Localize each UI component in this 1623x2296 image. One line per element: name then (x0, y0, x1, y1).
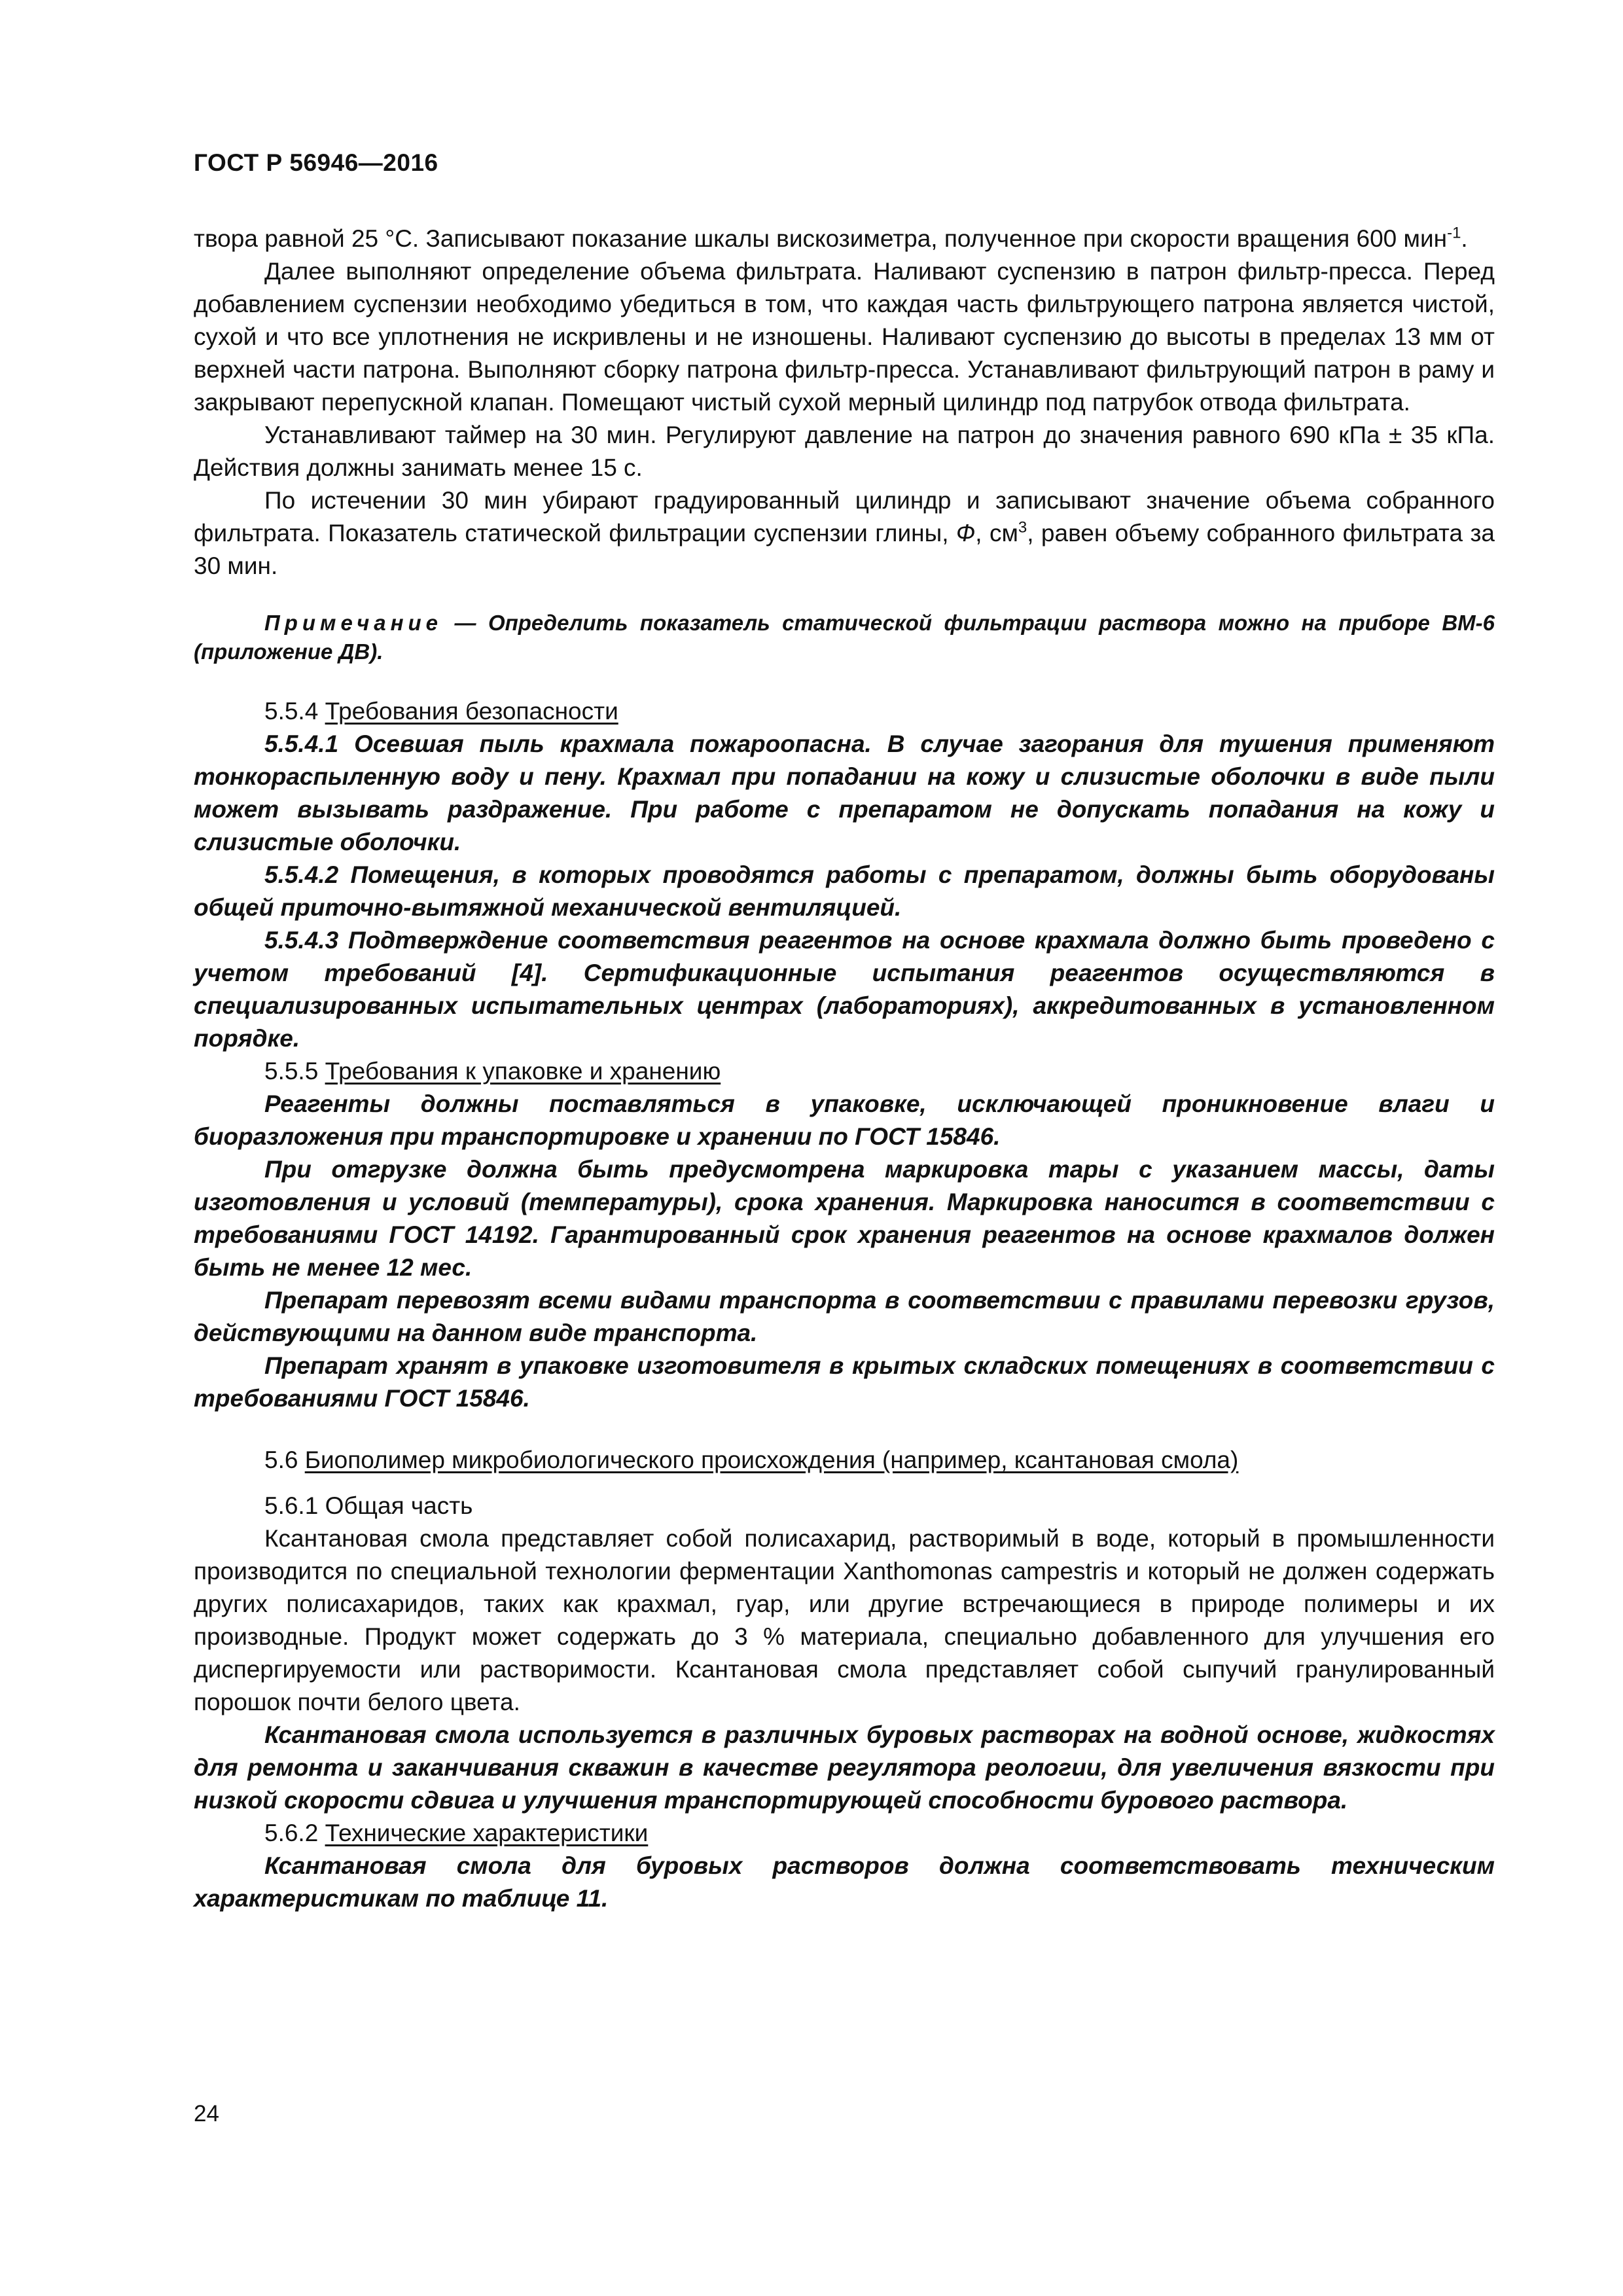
document-body (194, 223, 1495, 1915)
note-label: Примечание (264, 611, 443, 635)
note-paragraph (194, 609, 1495, 666)
paragraph-text: твора равной 25 °С. Записывают показание шкалы вискозиметра, полученное при скорости вращения 600 мин (194, 225, 1448, 252)
paragraph-technical-requirements: Ксантановая смола для буровых растворов должна соответствовать техническим характеристикам по таблице 11. (194, 1852, 1495, 1912)
paragraph-packaging: Реагенты должны поставляться в упаковке, исключающей проникновение влаги и биоразложения при транспортировке и хранении по ГОСТ 15846. (194, 1090, 1495, 1150)
paragraph-xanthan-usage: Ксантановая смола используется в различных буровых растворах на водной основе, жидкостях для ремонта и заканчивания скважин в качестве регулятора реологии, для увеличения вязкости при низкой скорости сдвига и улучшения транспортирующей способности бурового раствора. (194, 1721, 1495, 1814)
section-number: 5.6.2 (264, 1820, 325, 1846)
section-title: Технические характеристики (325, 1820, 649, 1846)
superscript: 3 (1018, 518, 1027, 537)
superscript: -1 (1447, 224, 1461, 242)
paragraph-5-5-4-3: 5.5.4.3 Подтверждение соответствия реагентов на основе крахмала должно быть проведено с учетом требований [4]. Сертификационные испытания реагентов осуществляются в специализированных испытательных центрах (лабораториях), аккредитованных в установленном порядке. (194, 927, 1495, 1052)
symbol-phi: Ф (955, 520, 976, 547)
paragraph-text: По истечении 30 мин убирают градуированный цилиндр и записывают значение объема собранного фильтрата. Показатель статической фильтрации суспензии глины, (194, 487, 1495, 547)
paragraph-viscometer (194, 223, 1495, 255)
section-title: Требования безопасности (325, 698, 618, 725)
note-text: — Определить показатель статической фильтрации раствора можно на приборе ВМ-6 (приложение ДВ). (194, 611, 1495, 664)
paragraph-5-5-4-1: 5.5.4.1 Осевшая пыль крахмала пожароопасна. В случае загорания для тушения применяют тонкораспыленную воду и пену. Крахмал при попадании на кожу и слизистые оболочки в виде пыли может вызывать раздражение. При работе с препаратом не допускать попадания на кожу и слизистые оболочки. (194, 730, 1495, 855)
paragraph-marking: При отгрузке должна быть предусмотрена маркировка тары с указанием массы, даты изготовления и условий (температуры), срока хранения. Маркировка наносится в соответствии с требованиями ГОСТ 14192. Гарантированный срок хранения реагентов на основе крахмалов должен быть не менее 12 мес. (194, 1156, 1495, 1281)
paragraph-5-5-4-2: 5.5.4.2 Помещения, в которых проводятся работы с препаратом, должны быть оборудованы общей приточно-вытяжной механической вентиляцией. (194, 861, 1495, 921)
section-heading-5-5-4 (194, 695, 1495, 728)
section-title: Требования к упаковке и хранению (325, 1058, 721, 1085)
paragraph-timer: Устанавливают таймер на 30 мин. Регулируют давление на патрон до значения равного 690 кПа ± 35 кПа. Действия должны занимать менее 15 с. (194, 422, 1495, 481)
section-number: 5.6 (264, 1446, 305, 1473)
section-heading-5-6 (194, 1444, 1495, 1477)
paragraph-filtrate-volume: Далее выполняют определение объема фильтрата. Наливают суспензию в патрон фильтр-пресса. Перед добавлением суспензии необходимо убедиться в том, что каждая часть фильтрующего патрона является чистой, сухой и что все уплотнения не искривлены и не изношены. Наливают суспензию до высоты в пределах 13 мм от верхней части патрона. Выполняют сборку патрона фильтр-пресса. Устанавливают фильтрующий патрон в раму и закрывают перепускной клапан. Помещают чистый сухой мерный цилиндр под патрубок отвода фильтрата. (194, 258, 1495, 416)
page-number: 24 (194, 2101, 219, 2126)
section-heading-5-6-2 (194, 1817, 1495, 1850)
section-heading-5-5-5 (194, 1055, 1495, 1088)
section-number: 5.5.5 (264, 1058, 325, 1085)
paragraph-tail: . (1461, 225, 1468, 252)
paragraph-static-filtration (194, 484, 1495, 583)
unit-text: , см (975, 520, 1018, 547)
paragraph-tail: , равен объему собранного фильтрата за 30 мин. (194, 520, 1495, 579)
section-number: 5.5.4 (264, 698, 325, 725)
paragraph-transport: Препарат перевозят всеми видами транспорта в соответствии с правилами перевозки грузов, действующими на данном виде транспорта. (194, 1287, 1495, 1346)
section-heading-5-6-1: 5.6.1 Общая часть (264, 1492, 473, 1519)
paragraph-storage: Препарат хранят в упаковке изготовителя в крытых складских помещениях в соответствии с требованиями ГОСТ 15846. (194, 1352, 1495, 1412)
section-title: Биополимер микробиологического происхождения (например, ксантановая смола) (304, 1446, 1239, 1473)
document-code-header: ГОСТ Р 56946—2016 (194, 149, 438, 176)
paragraph-xanthan-description: Ксантановая смола представляет собой полисахарид, растворимый в воде, который в промышленности производится по специальной технологии ферментации Xanthomonas campestris и который не должен содержать других полисахаридов, таких как крахмал, гуар, или другие встречающиеся в природе полимеры и их производные. Продукт может содержать до 3 % материала, специально добавленного для улучшения его диспергируемости или растворимости. Ксантановая смола представляет собой сыпучий гранулированный порошок почти белого цвета. (194, 1525, 1495, 1715)
